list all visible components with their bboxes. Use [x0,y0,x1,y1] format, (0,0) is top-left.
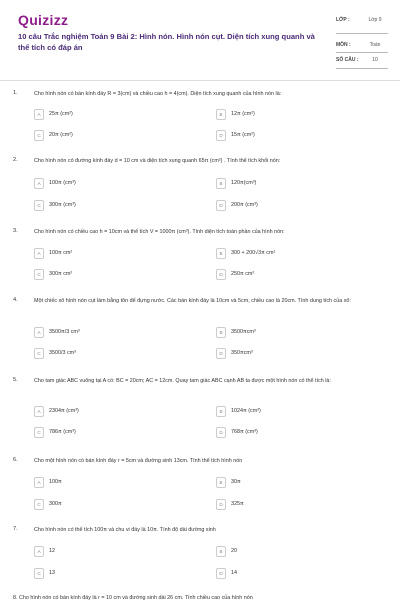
option-text: 200π (cm³) [231,202,258,208]
question-text: Cho hình nón có chiều cao h = 10cm và thể tích V = 1000π (cm³). Tính diện tích toàn phần của hình nón: [34,229,285,235]
option-text: 100π cm² [49,250,73,256]
option-letter: A [34,546,44,557]
question-text: Cho hình nón có thể tích 100π và chu vi đáy là 10π. Tính độ dài đường sinh [34,527,216,533]
option-text: 20π (cm²) [49,132,73,138]
option-letter: A [34,178,44,189]
class-value: Lớp 9 [368,17,382,23]
option-letter: B [216,477,226,488]
option-d[interactable] [216,200,356,213]
worksheet-header [0,0,400,78]
option-b[interactable] [216,327,356,340]
question-number: 3. [13,228,18,234]
question-text: Cho hình nón có bán kính đáy R = 3(cm) và chiều cao h = 4(cm). Diện tích xung quanh của hình nón là: [34,91,282,97]
meta-divider [336,33,388,34]
option-b[interactable] [216,477,356,490]
option-c[interactable] [34,348,174,361]
option-a[interactable] [34,327,174,340]
option-text: 300π [49,501,62,507]
option-letter: D [216,427,226,438]
option-text: 100π [49,479,62,485]
option-text: 14 [231,570,237,576]
option-a[interactable] [34,546,174,559]
option-a[interactable] [34,477,174,490]
option-letter: C [34,348,44,359]
option-b[interactable] [216,178,356,191]
option-a[interactable] [34,109,174,122]
option-text: 12 [49,548,55,554]
question-text: Cho tam giác ABC vuông tại A có: BC = 20cm; AC = 12cm. Quay tam giác ABC cạnh AB ta được một hình nón có thể tích là: [34,378,331,384]
option-d[interactable] [216,499,356,512]
header-divider [0,80,400,81]
option-letter: B [216,178,226,189]
option-letter: D [216,568,226,579]
option-d[interactable] [216,130,356,143]
option-letter: D [216,269,226,280]
option-text: 15π (cm²) [231,132,255,138]
meta-divider [336,52,388,53]
question-number: 4. [13,297,18,303]
option-b[interactable] [216,546,356,559]
option-letter: D [216,130,226,141]
option-text: 120π(cm³) [231,180,257,186]
option-letter: C [34,499,44,510]
option-letter: C [34,427,44,438]
option-c[interactable] [34,269,174,282]
option-d[interactable] [216,348,356,361]
option-c[interactable] [34,568,174,581]
option-text: 250π cm² [231,271,255,277]
option-d[interactable] [216,269,356,282]
question-text: Cho hình nón có đường kính đáy d = 10 cm và diện tích xung quanh 65π (cm²) . Tính thể tích khối nón: [34,158,281,164]
question-text: Một chiếc xô hình nón cụt làm bằng tôn để đựng nước. Các bán kính đáy là 10cm và 5cm, chiều cao là 20cm. Tính dung tích của xô: [34,298,351,304]
question-number: 2. [13,157,18,163]
option-letter: A [34,109,44,120]
class-label: LỚP : [336,17,350,23]
option-c[interactable] [34,200,174,213]
option-letter: B [216,327,226,338]
question-text: Cho một hình nón có bán kính đáy r = 5cm và đường sinh 13cm. Tính thể tích hình nón [34,458,243,464]
option-text: 12π (cm²) [231,111,255,117]
option-letter: C [34,200,44,211]
option-letter: B [216,406,226,417]
option-text: 25π (cm²) [49,111,73,117]
subject-value: Toán [369,42,381,48]
option-a[interactable] [34,248,174,261]
option-text: 786π (cm³) [49,429,76,435]
question-number: 1. [13,90,18,96]
option-letter: C [34,269,44,280]
option-text: 20 [231,548,237,554]
option-b[interactable] [216,248,356,261]
quizizz-logo: Quizizz [18,12,69,28]
question-number: 7. [13,526,18,532]
option-letter: D [216,499,226,510]
option-letter: A [34,406,44,417]
option-letter: C [34,130,44,141]
option-b[interactable] [216,109,356,122]
option-text: 2304π (cm³) [49,408,79,414]
option-text: 325π [231,501,244,507]
option-letter: C [34,568,44,579]
option-letter: D [216,200,226,211]
option-letter: A [34,327,44,338]
option-text: 100π (cm³) [49,180,76,186]
option-c[interactable] [34,427,174,440]
option-text: 1024π (cm³) [231,408,261,414]
option-letter: D [216,348,226,359]
option-text: 3500πcm³ [231,329,256,335]
option-text: 768π (cm³) [231,429,258,435]
subject-label: MÔN : [336,42,351,48]
option-text: 13 [49,570,55,576]
question-number: 6. [13,457,18,463]
count-label: SỐ CÂU : [336,57,359,63]
option-text: 3500/3 cm³ [49,350,76,356]
option-b[interactable] [216,406,356,419]
option-letter: B [216,546,226,557]
option-c[interactable] [34,130,174,143]
option-a[interactable] [34,406,174,419]
option-text: 300π (cm³) [49,202,76,208]
option-letter: A [34,248,44,259]
option-letter: B [216,109,226,120]
option-text: 350πcm³ [231,350,253,356]
worksheet-title: 10 câu Trắc nghiệm Toán 9 Bài 2: Hình nón. Hình nón cụt. Diện tích xung quanh và thể tích có đáp án [18,32,315,52]
option-text: 3500π/3 cm³ [49,329,80,335]
option-d[interactable] [216,427,356,440]
count-value: 10 [372,57,378,63]
option-c[interactable] [34,499,174,512]
question-8-partial: 8. Cho hình nón có bán kính đáy là r = 10 cm và đường sinh dài 26 cm. Tính chiều cao của hình nón [13,595,253,600]
question-number: 5. [13,377,18,383]
option-text: 300 + 200√3π cm² [231,250,276,256]
option-a[interactable] [34,178,174,191]
meta-divider [336,68,388,69]
option-letter: B [216,248,226,259]
option-text: 30π [231,479,241,485]
option-d[interactable] [216,568,356,581]
option-text: 300π cm² [49,271,73,277]
option-letter: A [34,477,44,488]
